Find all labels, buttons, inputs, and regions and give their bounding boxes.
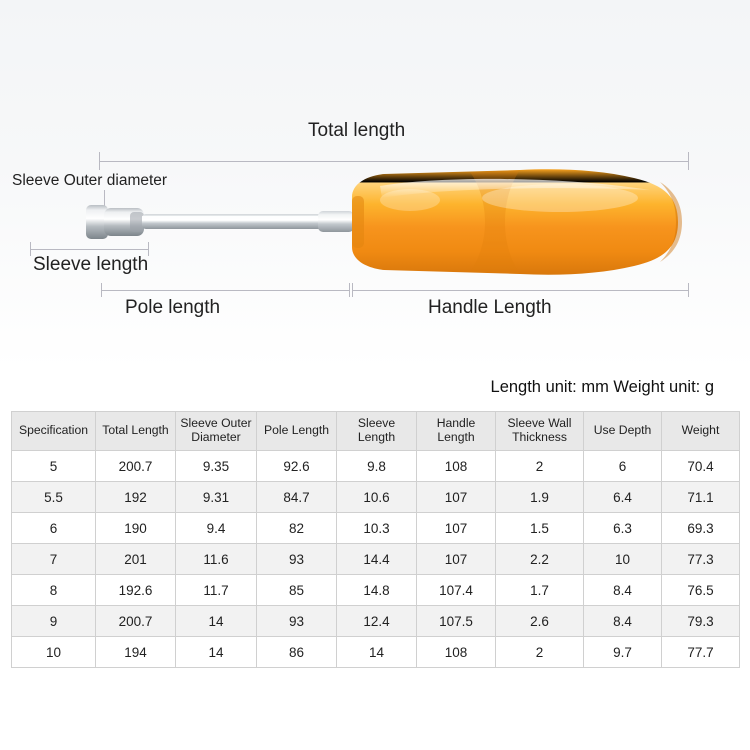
sleeve-length-label: Sleeve length <box>33 254 149 275</box>
cell-total-length: 190 <box>96 513 176 544</box>
cell-specification: 8 <box>12 575 96 606</box>
cell-sleeve-length: 10.3 <box>337 513 417 544</box>
cell-weight: 76.5 <box>662 575 740 606</box>
cell-sleeve-outer-diameter: 9.31 <box>176 482 257 513</box>
total-length-label: Total length <box>308 120 406 141</box>
cell-specification: 7 <box>12 544 96 575</box>
screwdriver-illustration <box>0 0 750 370</box>
cell-sleeve-outer-diameter: 11.6 <box>176 544 257 575</box>
cell-handle-length: 107 <box>417 544 496 575</box>
cell-sleeve-length: 10.6 <box>337 482 417 513</box>
cell-handle-length: 107 <box>417 482 496 513</box>
table-row <box>12 575 740 606</box>
pole-length-label: Pole length <box>125 297 221 318</box>
cell-sleeve-wall-thickness: 2 <box>496 451 584 482</box>
cell-total-length: 194 <box>96 637 176 668</box>
cell-handle-length: 107.5 <box>417 606 496 637</box>
cell-sleeve-length: 14.4 <box>337 544 417 575</box>
cell-handle-length: 107.4 <box>417 575 496 606</box>
header-total-length: Total Length <box>96 412 176 451</box>
pole-length-dimension-line <box>101 290 350 291</box>
handle-length-dimension-line <box>352 290 689 291</box>
specification-table-wrapper <box>11 411 739 668</box>
cell-sleeve-length: 14.8 <box>337 575 417 606</box>
sleeve-outer-diameter-label: Sleeve Outer diameter <box>12 172 168 189</box>
header-sleeve-outer-diameter: Sleeve Outer Diameter <box>176 412 257 451</box>
cell-weight: 77.7 <box>662 637 740 668</box>
cell-specification: 5 <box>12 451 96 482</box>
cell-use-depth: 6.4 <box>584 482 662 513</box>
cell-handle-length: 108 <box>417 637 496 668</box>
cell-handle-length: 108 <box>417 451 496 482</box>
cell-sleeve-wall-thickness: 2.6 <box>496 606 584 637</box>
cell-weight: 77.3 <box>662 544 740 575</box>
table-body <box>12 451 740 668</box>
table-row <box>12 482 740 513</box>
cell-total-length: 200.7 <box>96 451 176 482</box>
cell-handle-length: 107 <box>417 513 496 544</box>
handle-length-tick-right <box>688 283 689 297</box>
cell-weight: 79.3 <box>662 606 740 637</box>
cell-sleeve-outer-diameter: 14 <box>176 606 257 637</box>
cell-sleeve-length: 14 <box>337 637 417 668</box>
table-row <box>12 451 740 482</box>
cell-use-depth: 6 <box>584 451 662 482</box>
cell-use-depth: 8.4 <box>584 606 662 637</box>
cell-specification: 10 <box>12 637 96 668</box>
cell-sleeve-outer-diameter: 9.35 <box>176 451 257 482</box>
pole-length-tick-right <box>349 283 350 297</box>
pole-length-tick-left <box>101 283 102 297</box>
cell-sleeve-outer-diameter: 14 <box>176 637 257 668</box>
cell-use-depth: 9.7 <box>584 637 662 668</box>
cell-specification: 9 <box>12 606 96 637</box>
product-illustration <box>0 0 750 370</box>
table-header-row <box>12 412 740 451</box>
table-row <box>12 544 740 575</box>
header-sleeve-length: Sleeve Length <box>337 412 417 451</box>
cell-total-length: 192.6 <box>96 575 176 606</box>
cell-total-length: 200.7 <box>96 606 176 637</box>
cell-use-depth: 8.4 <box>584 575 662 606</box>
cell-specification: 5.5 <box>12 482 96 513</box>
header-pole-length: Pole Length <box>257 412 337 451</box>
cell-pole-length: 82 <box>257 513 337 544</box>
cell-sleeve-length: 9.8 <box>337 451 417 482</box>
cell-pole-length: 92.6 <box>257 451 337 482</box>
table-row <box>12 513 740 544</box>
cell-sleeve-length: 12.4 <box>337 606 417 637</box>
cell-sleeve-outer-diameter: 11.7 <box>176 575 257 606</box>
cell-sleeve-wall-thickness: 1.9 <box>496 482 584 513</box>
cell-weight: 70.4 <box>662 451 740 482</box>
cell-weight: 71.1 <box>662 482 740 513</box>
table-row <box>12 637 740 668</box>
cell-sleeve-wall-thickness: 1.5 <box>496 513 584 544</box>
cell-sleeve-wall-thickness: 2 <box>496 637 584 668</box>
sleeve-length-tick-left <box>30 242 31 256</box>
cell-sleeve-wall-thickness: 1.7 <box>496 575 584 606</box>
cell-weight: 69.3 <box>662 513 740 544</box>
cell-specification: 6 <box>12 513 96 544</box>
cell-pole-length: 84.7 <box>257 482 337 513</box>
header-specification: Specification <box>12 412 96 451</box>
cell-use-depth: 6.3 <box>584 513 662 544</box>
handle-length-tick-left <box>352 283 353 297</box>
specification-table <box>11 411 740 668</box>
cell-sleeve-wall-thickness: 2.2 <box>496 544 584 575</box>
cell-total-length: 201 <box>96 544 176 575</box>
sleeve-length-dimension-line <box>30 249 149 250</box>
header-sleeve-wall-thickness: Sleeve Wall Thickness <box>496 412 584 451</box>
header-handle-length: Handle Length <box>417 412 496 451</box>
cell-sleeve-outer-diameter: 9.4 <box>176 513 257 544</box>
cell-total-length: 192 <box>96 482 176 513</box>
cell-pole-length: 93 <box>257 544 337 575</box>
cell-pole-length: 85 <box>257 575 337 606</box>
cell-pole-length: 86 <box>257 637 337 668</box>
cell-use-depth: 10 <box>584 544 662 575</box>
header-weight: Weight <box>662 412 740 451</box>
cell-pole-length: 93 <box>257 606 337 637</box>
handle-length-label: Handle Length <box>428 297 552 318</box>
units-note: Length unit: mm Weight unit: g <box>490 378 714 396</box>
table-row <box>12 606 740 637</box>
header-use-depth: Use Depth <box>584 412 662 451</box>
